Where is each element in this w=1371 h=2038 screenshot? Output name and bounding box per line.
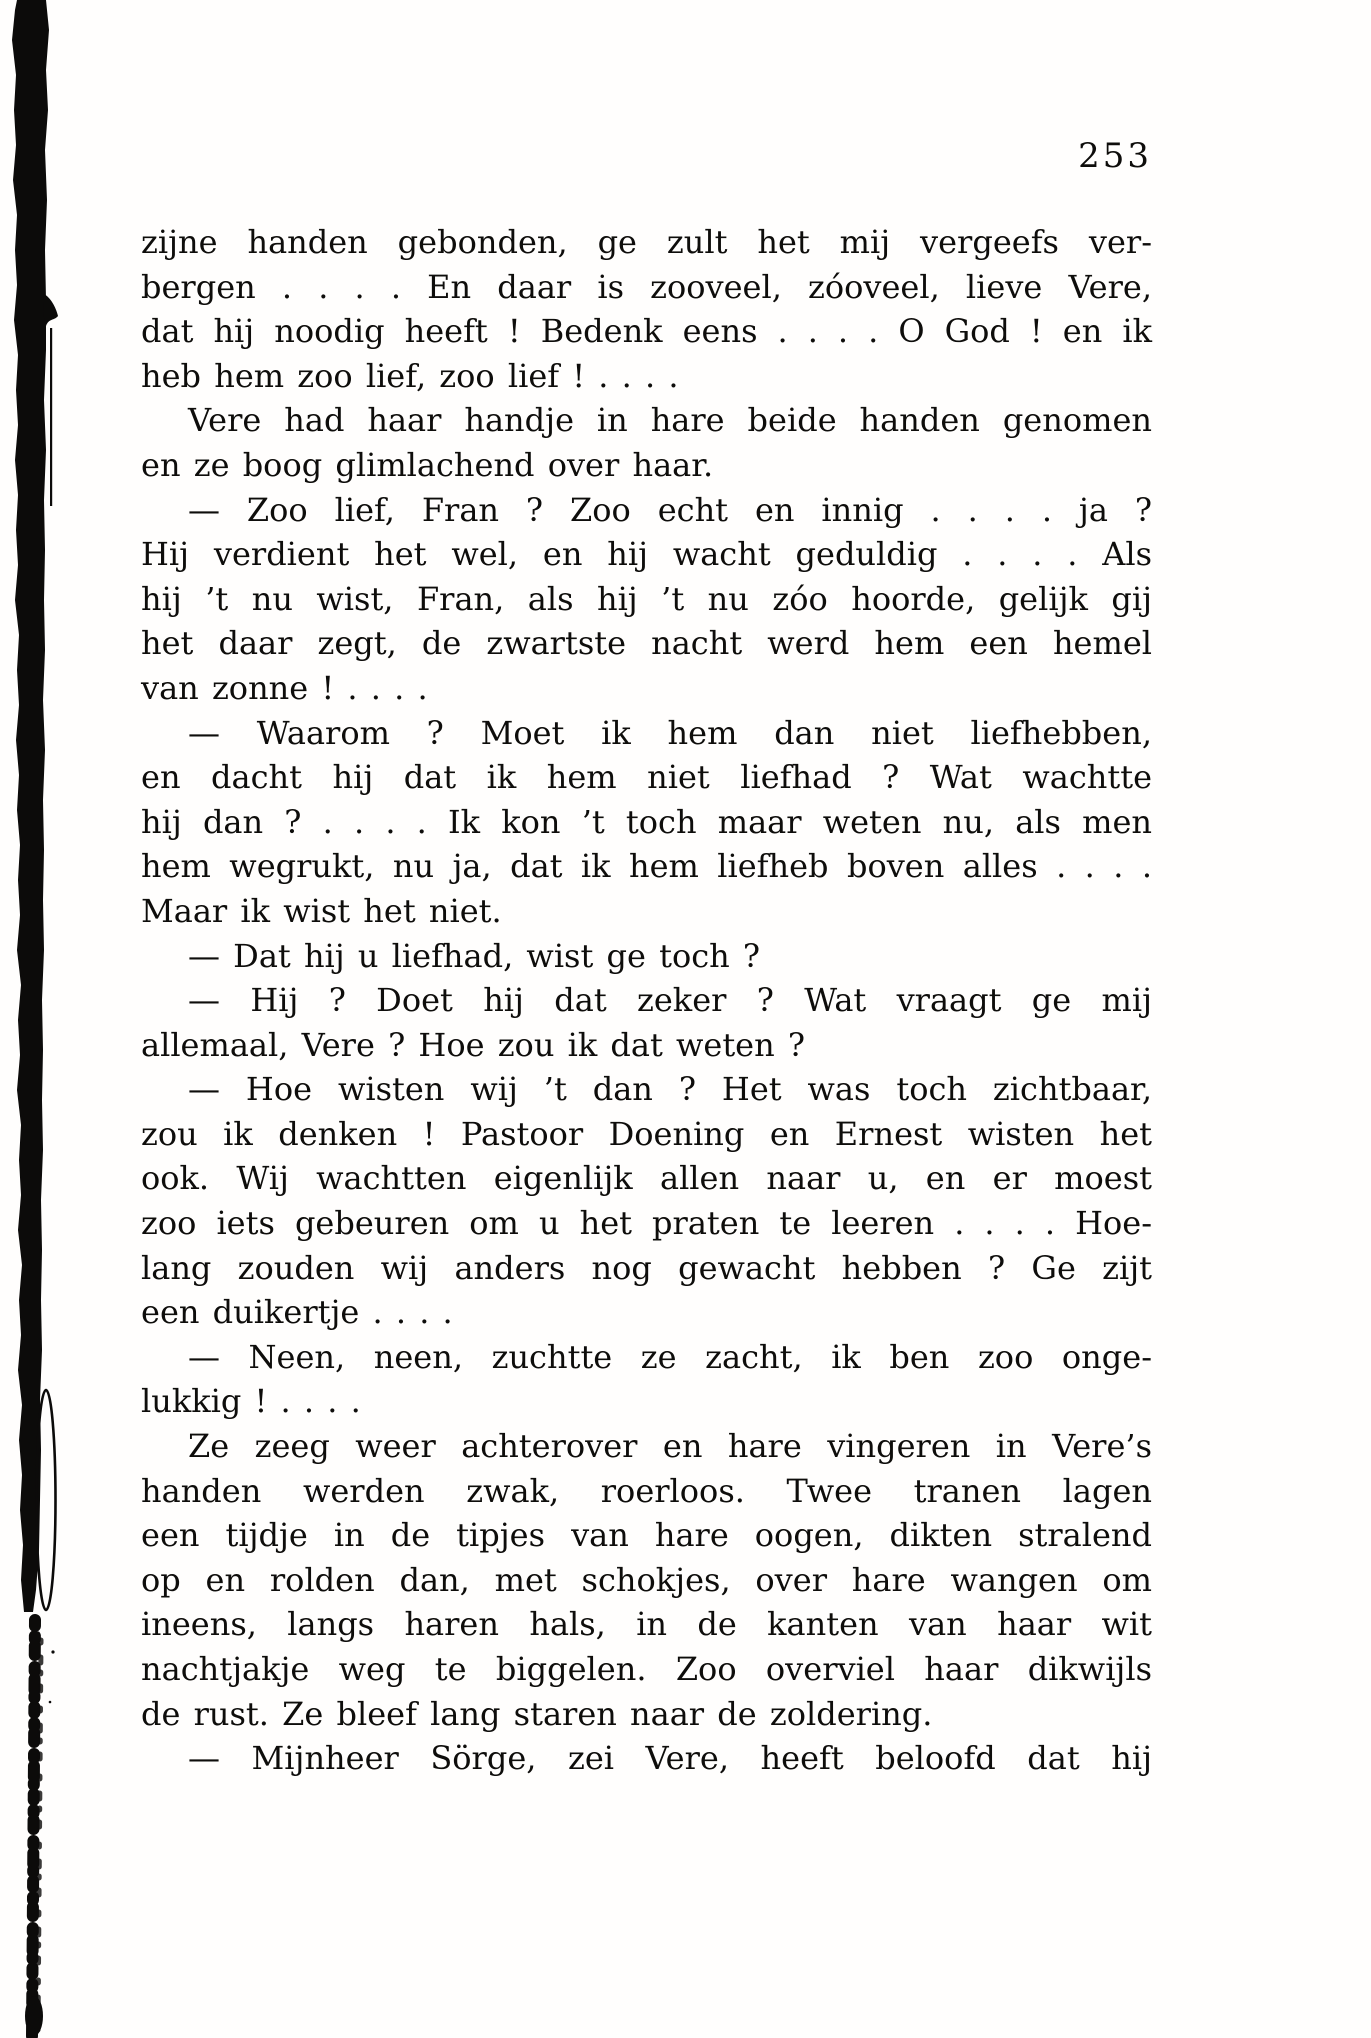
- text-block: [141, 220, 1152, 1781]
- text-line: — Hij ? Doet hij dat zeker ? Wat vraagt ge mij: [188, 981, 1152, 1020]
- text-line: hij dan ? . . . . Ik kon ’t toch maar weten nu, als men: [141, 802, 1152, 841]
- text-line: heb hem zoo lief, zoo lief ! . . . .: [141, 356, 679, 395]
- text-line: zijne handen gebonden, ge zult het mij vergeefs ver-: [141, 223, 1152, 261]
- text-line: lukkig ! . . . .: [141, 1382, 361, 1421]
- text-line: van zonne ! . . . .: [141, 668, 428, 707]
- text-line: zou ik denken ! Pastoor Doening en Ernest wisten het: [141, 1114, 1152, 1153]
- text-line: Vere had haar handje in hare beide handen genomen: [188, 401, 1152, 440]
- text-line: bergen . . . . En daar is zooveel, zóoveel, lieve Vere,: [141, 267, 1152, 306]
- text-line: een tijdje in de tipjes van hare oogen, dikten stralend: [141, 1516, 1152, 1555]
- text-line: ook. Wij wachtten eigenlijk allen naar u, en er moest: [141, 1159, 1152, 1198]
- text-line: — Dat hij u liefhad, wist ge toch ?: [188, 936, 761, 975]
- page-number: 253: [1078, 136, 1152, 176]
- text-line: hij ’t nu wist, Fran, als hij ’t nu zóo hoorde, gelijk gij: [141, 579, 1152, 618]
- text-line: — Waarom ? Moet ik hem dan niet liefhebben,: [188, 713, 1152, 752]
- text-line: ineens, langs haren hals, in de kanten van haar wit: [141, 1605, 1152, 1644]
- text-line: — Mijnheer Sörge, zei Vere, heeft beloofd dat hij: [188, 1739, 1152, 1778]
- text-line: op en rolden dan, met schokjes, over hare wangen om: [141, 1560, 1152, 1599]
- text-line: en dacht hij dat ik hem niet liefhad ? Wat wachtte: [141, 758, 1152, 797]
- text-line: en ze boog glimlachend over haar.: [141, 445, 714, 484]
- text-line: nachtjakje weg te biggelen. Zoo overviel haar dikwijls: [141, 1650, 1152, 1688]
- text-line: Ze zeeg weer achterover en hare vingeren in Vere’s: [188, 1427, 1152, 1466]
- text-line: — Zoo lief, Fran ? Zoo echt en innig . . . . ja ?: [188, 490, 1152, 529]
- text-line: allemaal, Vere ? Hoe zou ik dat weten ?: [141, 1025, 806, 1064]
- text-line: Maar ik wist het niet.: [141, 891, 502, 930]
- text-line: de rust. Ze bleef lang staren naar de zoldering.: [141, 1694, 933, 1733]
- text-line: het daar zegt, de zwartste nacht werd hem een hemel: [141, 624, 1152, 663]
- text-line: zoo iets gebeuren om u het praten te leeren . . . . Hoe-: [141, 1204, 1152, 1243]
- text-line: lang zouden wij anders nog gewacht hebben ? Ge zijt: [141, 1248, 1152, 1287]
- text-line: dat hij noodig heeft ! Bedenk eens . . . . O God ! en ik: [141, 312, 1152, 351]
- text-line: hem wegrukt, nu ja, dat ik hem liefheb boven alles . . . .: [141, 847, 1152, 886]
- text-line: handen werden zwak, roerloos. Twee tranen lagen: [141, 1471, 1152, 1510]
- binding-shadow-artifact: [0, 0, 80, 2038]
- text-line: Hij verdient het wel, en hij wacht geduldig . . . . Als: [141, 535, 1152, 574]
- text-line: een duikertje . . . .: [141, 1293, 453, 1332]
- text-line: — Neen, neen, zuchtte ze zacht, ik ben zoo onge-: [188, 1337, 1152, 1376]
- text-line: — Hoe wisten wij ’t dan ? Het was toch zichtbaar,: [188, 1070, 1152, 1109]
